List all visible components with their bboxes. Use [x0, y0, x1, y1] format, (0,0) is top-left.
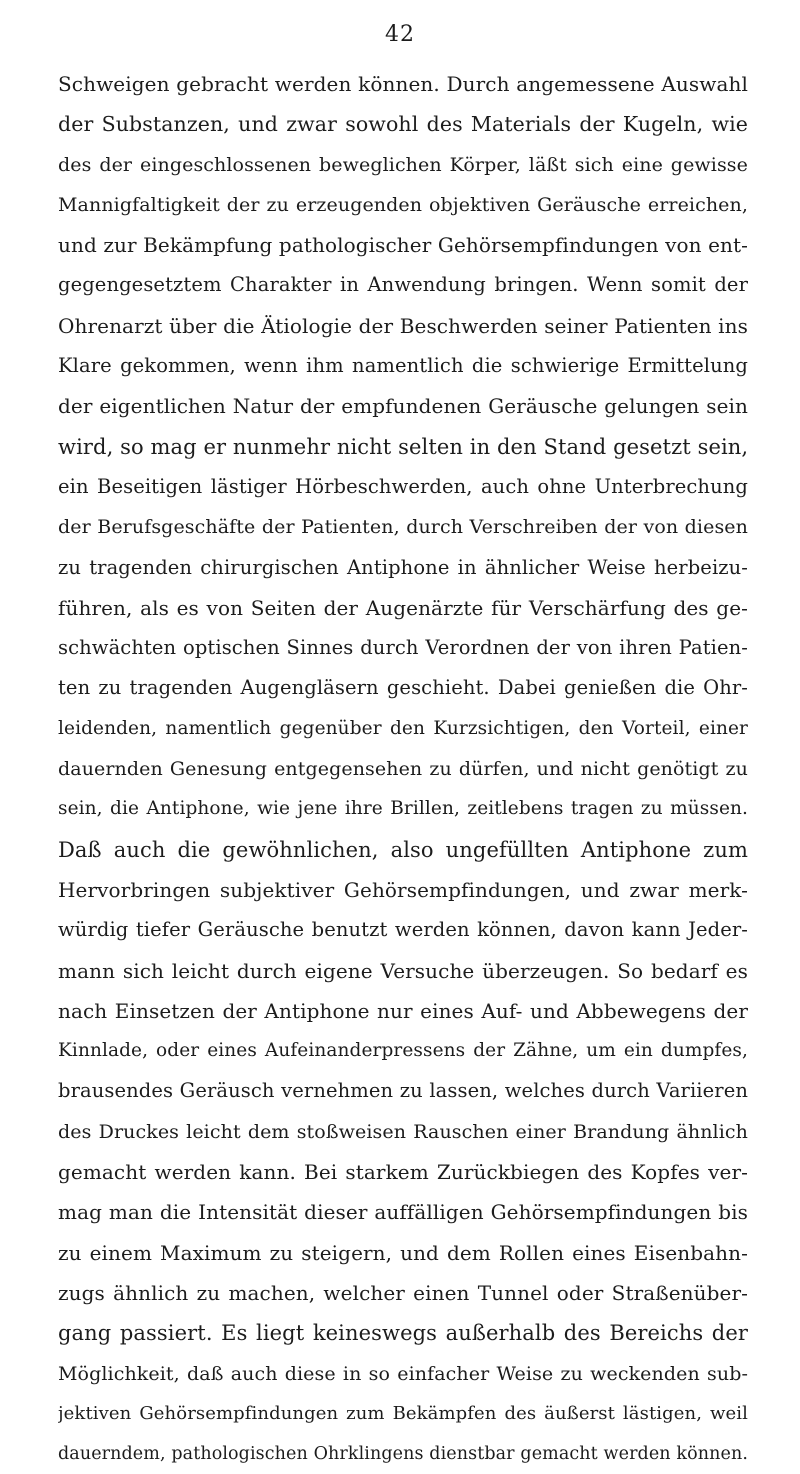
text-line-31: zugs ähnlich zu machen, welcher einen Tunnel oder Straßenüber-	[58, 1280, 748, 1305]
text-line-4: Mannigfaltigkeit der zu erzeugenden objektiven Geräusche erreichen,	[58, 193, 748, 216]
page-number: 42	[385, 22, 415, 47]
text-line-6: gegengesetztem Charakter in Anwendung bringen. Wenn somit der	[58, 273, 748, 297]
text-line-7: Ohrenarzt über die Ätiologie der Beschwerden seiner Patienten ins	[58, 313, 748, 338]
body-paragraph	[58, 64, 748, 1474]
text-line-9: der eigentlichen Natur der empfundenen Geräusche gelungen sein	[58, 394, 748, 419]
text-line-3: des der eingeschlossenen beweglichen Körper, läßt sich eine gewisse	[58, 153, 748, 176]
text-line-1: Schweigen gebracht werden können. Durch angemessene Auswahl	[58, 72, 748, 96]
text-line-32: gang passiert. Es liegt keineswegs außerhalb des Bereichs der	[58, 1321, 748, 1346]
text-line-20: Daß auch die gewöhnlichen, also ungefüllten Antiphone zum	[58, 837, 748, 862]
text-line-5: und zur Bekämpfung pathologischer Gehörsempfindungen von ent-	[58, 233, 748, 258]
text-line-22: würdig tiefer Geräusche benutzt werden können, davon kann Jeder-	[58, 918, 748, 942]
text-line-23: mann sich leicht durch eigene Versuche überzeugen. So bedarf es	[58, 958, 748, 983]
text-line-29: mag man die Intensität dieser auffälligen Gehörsempfindungen bis	[58, 1200, 748, 1225]
text-line-26: brausendes Geräusch vernehmen zu lassen, welches durch Variieren	[58, 1079, 748, 1103]
text-line-12: der Berufsgeschäfte der Patienten, durch Verschreiben der von diesen	[58, 516, 748, 539]
text-line-2: der Substanzen, und zwar sowohl des Materials der Kugeln, wie	[58, 112, 748, 137]
text-line-25: Kinnlade, oder eines Aufeinanderpressens der Zähne, um ein dumpfes,	[58, 1040, 748, 1062]
text-line-11: ein Beseitigen lästiger Hörbeschwerden, auch ohne Unterbrechung	[58, 474, 748, 498]
text-line-33: Möglichkeit, daß auch diese in so einfacher Weise zu weckenden sub-	[58, 1362, 748, 1385]
text-line-28: gemacht werden kann. Bei starkem Zurückbiegen des Kopfes ver-	[58, 1160, 748, 1185]
text-line-21: Hervorbringen subjektiver Gehörsempfindungen, und zwar merk-	[58, 877, 748, 902]
text-line-10: wird, so mag er nunmehr nicht selten in den Stand gesetzt sein,	[58, 434, 748, 459]
text-line-34: jektiven Gehörsempfindungen zum Bekämpfen des äußerst lästigen, weil	[58, 1402, 748, 1424]
text-line-24: nach Einsetzen der Antiphone nur eines Auf- und Abbewegens der	[58, 998, 748, 1023]
text-line-27: des Druckes leicht dem stoßweisen Rauschen einer Brandung ähnlich	[58, 1120, 748, 1143]
text-line-8: Klare gekommen, wenn ihm namentlich die schwierige Ermittelung	[58, 354, 748, 378]
text-line-14: führen, als es von Seiten der Augenärzte für Verschärfung des ge-	[58, 595, 748, 620]
text-line-13: zu tragenden chirurgischen Antiphone in ähnlicher Weise herbeizu-	[58, 555, 748, 579]
text-line-18: dauernden Genesung entgegensehen zu dürfen, und nicht genötigt zu	[58, 758, 748, 781]
text-line-30: zu einem Maximum zu steigern, und dem Rollen eines Eisenbahn-	[58, 1240, 748, 1265]
text-line-15: schwächten optischen Sinnes durch Verordnen der von ihren Patien-	[58, 636, 748, 660]
text-line-16: ten zu tragenden Augengläsern geschieht. Dabei genießen die Ohr-	[58, 676, 748, 700]
text-line-17: leidenden, namentlich gegenüber den Kurzsichtigen, den Vorteil, einer	[58, 717, 748, 739]
text-line-35: dauerndem, pathologischen Ohrklingens dienstbar gemacht werden können.	[58, 1444, 748, 1465]
text-line-19: sein, die Antiphone, wie jene ihre Brillen, zeitlebens tragen zu müssen.	[58, 798, 748, 820]
